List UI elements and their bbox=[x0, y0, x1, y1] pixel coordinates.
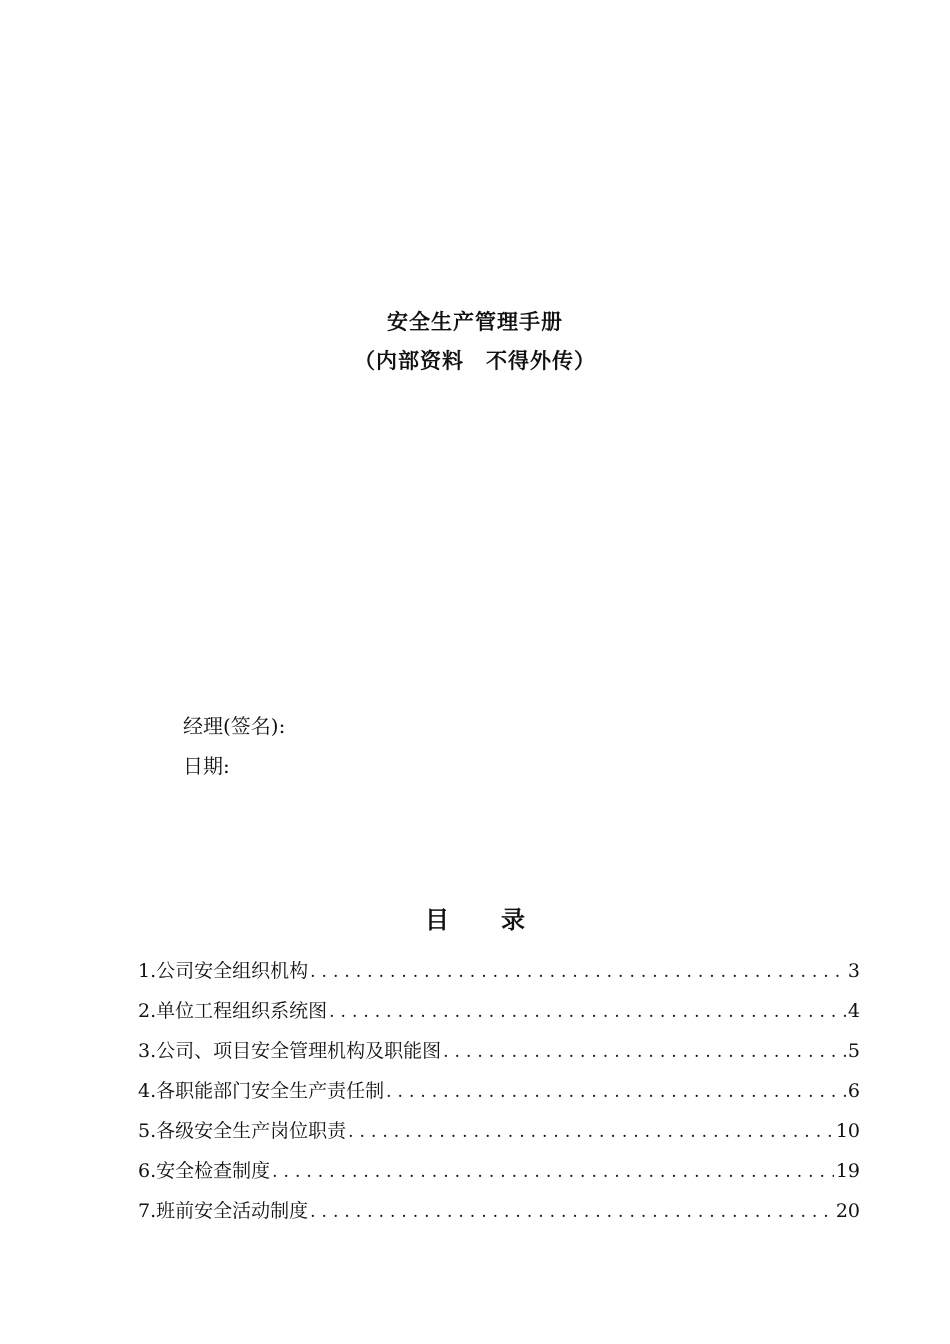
toc-item[interactable] bbox=[138, 1156, 860, 1196]
toc-item-label: 6.安全检查制度 bbox=[138, 1160, 271, 1182]
toc-item[interactable] bbox=[138, 1116, 860, 1156]
toc-heading bbox=[0, 900, 950, 935]
toc-item-page: 10 bbox=[835, 1120, 860, 1142]
toc-item-page: 4 bbox=[847, 1000, 860, 1022]
toc-leader-dots bbox=[310, 962, 846, 982]
toc-item[interactable] bbox=[138, 1036, 860, 1076]
toc-item-label: 2.单位工程组织系统图 bbox=[138, 1000, 328, 1022]
toc-item-page: 19 bbox=[835, 1160, 860, 1182]
toc-leader-dots bbox=[386, 1082, 846, 1102]
toc-item[interactable] bbox=[138, 1076, 860, 1116]
toc-leader-dots bbox=[329, 1002, 846, 1022]
toc-leader-dots bbox=[272, 1162, 834, 1182]
toc-item[interactable] bbox=[138, 956, 860, 996]
toc-heading-left: 目 bbox=[425, 906, 449, 934]
document-subtitle: （内部资料 不得外传） bbox=[354, 349, 596, 373]
toc-item-page: 5 bbox=[847, 1040, 860, 1062]
toc-item-label: 5.各级安全生产岗位职责 bbox=[138, 1120, 347, 1142]
manager-signature-label: 经理(签名): bbox=[183, 714, 286, 738]
toc-item[interactable] bbox=[138, 1196, 860, 1236]
toc-item[interactable] bbox=[138, 996, 860, 1036]
toc-heading-right: 录 bbox=[501, 906, 525, 934]
toc-item-label: 3.公司、项目安全管理机构及职能图 bbox=[138, 1040, 442, 1062]
date-label: 日期: bbox=[183, 754, 230, 778]
document-title: 安全生产管理手册 bbox=[387, 310, 563, 334]
toc-leader-dots bbox=[310, 1202, 834, 1222]
toc-item-page: 3 bbox=[847, 960, 860, 982]
toc-leader-dots bbox=[348, 1122, 834, 1142]
toc-item-page: 6 bbox=[847, 1080, 860, 1102]
toc-item-label: 1.公司安全组织机构 bbox=[138, 960, 309, 982]
toc-leader-dots bbox=[443, 1042, 846, 1062]
toc-item-page: 20 bbox=[835, 1200, 860, 1222]
table-of-contents bbox=[138, 956, 860, 1236]
toc-item-label: 7.班前安全活动制度 bbox=[138, 1200, 309, 1222]
toc-item-label: 4.各职能部门安全生产责任制 bbox=[138, 1080, 385, 1102]
